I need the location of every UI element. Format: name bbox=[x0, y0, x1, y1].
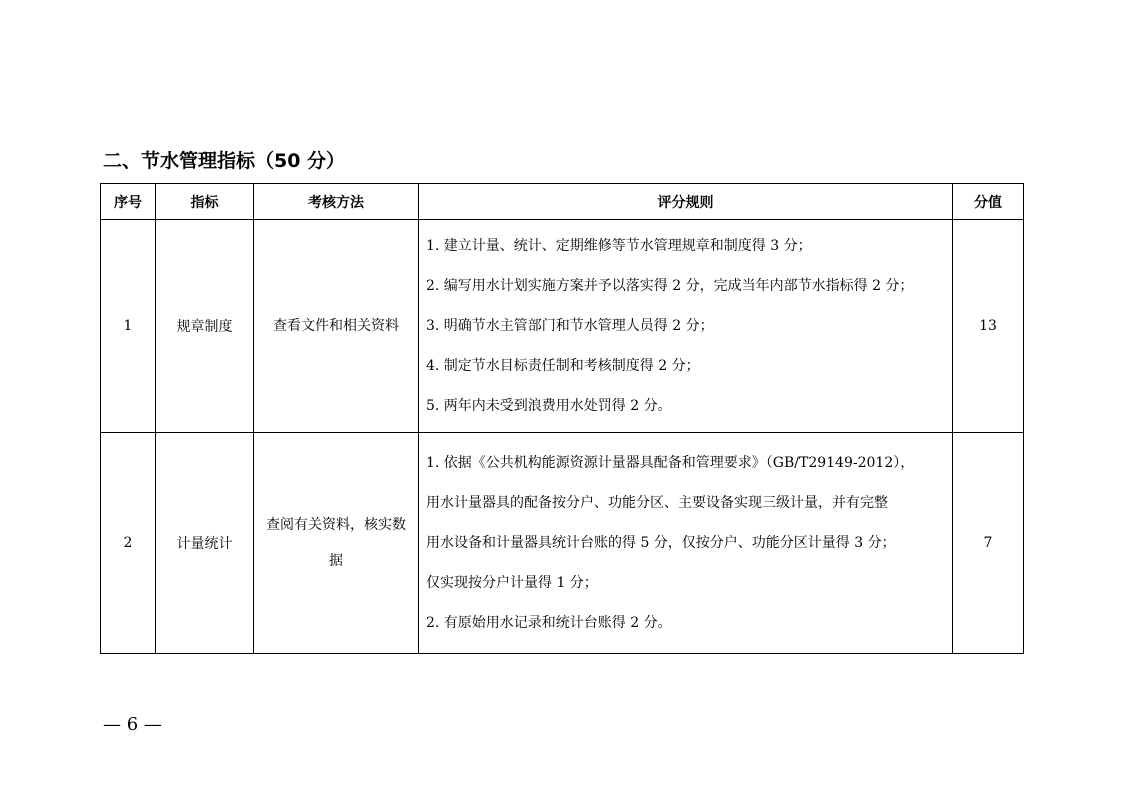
header-method: 考核方法 bbox=[254, 184, 419, 220]
scoring-table bbox=[100, 183, 1024, 654]
row-method bbox=[254, 220, 419, 433]
header-score: 分值 bbox=[953, 184, 1024, 220]
header-indicator: 指标 bbox=[156, 184, 254, 220]
row-score: 13 bbox=[953, 220, 1024, 433]
rule-line: 5. 两年内未受到浪费用水处罚得 2 分。 bbox=[426, 398, 672, 414]
rule-line: 1. 建立计量、统计、定期维修等节水管理规章和制度得 3 分； bbox=[426, 238, 812, 254]
table-row bbox=[101, 433, 1024, 654]
section-title: 二、节水管理指标（50 分） bbox=[103, 150, 346, 172]
page-number: — 6 — bbox=[103, 714, 162, 735]
row-score: 7 bbox=[953, 433, 1024, 654]
rule-line: 用水设备和计量器具统计台账的得 5 分，仅按分户、功能分区计量得 3 分； bbox=[426, 535, 896, 551]
row-number: 2 bbox=[101, 433, 156, 654]
row-rules bbox=[419, 220, 953, 433]
rule-line: 4. 制定节水目标责任制和考核制度得 2 分； bbox=[426, 358, 700, 374]
rule-line: 1. 依据《公共机构能源资源计量器具配备和管理要求》（GB/T29149-2012）， bbox=[426, 455, 915, 471]
row-rules bbox=[419, 433, 953, 654]
rule-line: 2. 编写用水计划实施方案并予以落实得 2 分，完成当年内部节水指标得 2 分； bbox=[426, 278, 914, 294]
row-method bbox=[254, 433, 419, 654]
row-number: 1 bbox=[101, 220, 156, 433]
row-method-text: 查看文件和相关资料 bbox=[273, 318, 399, 334]
rule-line: 用水计量器具的配备按分户、功能分区、主要设备实现三级计量，并有完整 bbox=[426, 495, 888, 511]
rule-line: 仅实现按分户计量得 1 分； bbox=[426, 575, 598, 591]
header-rules: 评分规则 bbox=[419, 184, 953, 220]
row-method-text: 查阅有关资料，核实数据 bbox=[266, 517, 406, 569]
row-indicator: 规章制度 bbox=[156, 220, 254, 433]
rule-line: 2. 有原始用水记录和统计台账得 2 分。 bbox=[426, 615, 672, 631]
table-header-row bbox=[101, 184, 1024, 220]
header-no: 序号 bbox=[101, 184, 156, 220]
rule-line: 3. 明确节水主管部门和节水管理人员得 2 分； bbox=[426, 318, 714, 334]
row-indicator: 计量统计 bbox=[156, 433, 254, 654]
table-row bbox=[101, 220, 1024, 433]
